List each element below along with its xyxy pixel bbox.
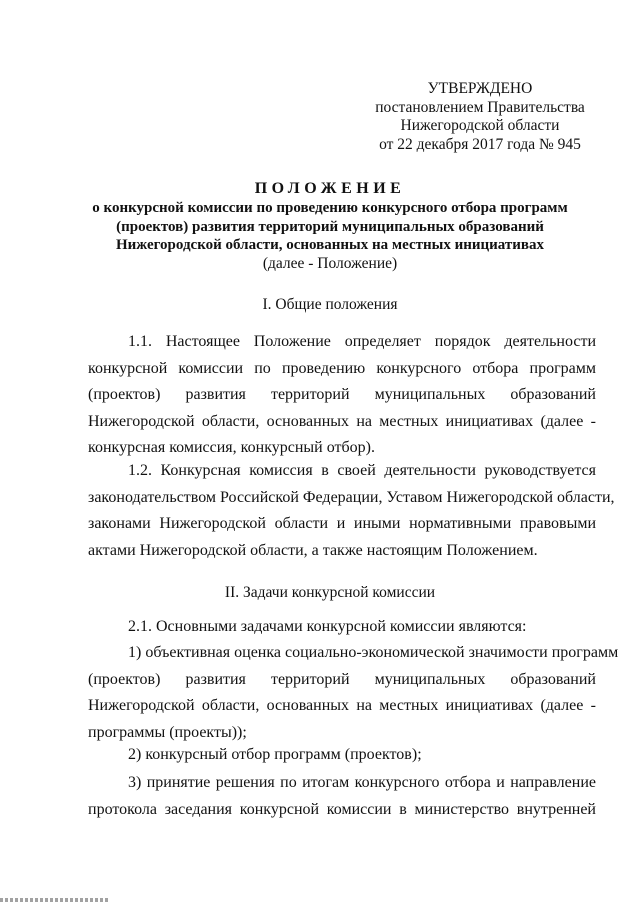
paragraph-line: 2.1. Основными задачами конкурсной комиссии являются: xyxy=(128,618,527,635)
document-title: ПОЛОЖЕНИЕ xyxy=(254,180,406,197)
paragraph-line: Нижегородской области, основанных на местных инициативах (далее - xyxy=(88,697,596,714)
paragraph-1-1 xyxy=(88,329,596,462)
section-2-heading: II. Задачи конкурсной комиссии xyxy=(224,584,436,601)
subtitle-line: Нижегородской области, основанных на местных инициативах xyxy=(115,237,545,253)
paragraph-line: (проектов) развития территорий муниципальных образований xyxy=(88,670,596,688)
paragraph-line: программы (проекты)); xyxy=(88,723,247,741)
paragraph-2-1-item-2 xyxy=(88,742,596,769)
document-subtitle xyxy=(60,199,600,255)
paragraph-line: 1) объективная оценка социально-экономической значимости программ xyxy=(128,644,619,661)
paragraph-line: 1.1. Настоящее Положение определяет порядок деятельности xyxy=(128,333,596,350)
paragraph-line: 2) конкурсный отбор программ (проектов); xyxy=(128,746,422,763)
scan-edge-mark xyxy=(0,898,110,902)
paragraph-2-1-item-1 xyxy=(88,640,619,746)
paragraph-line: (проектов) развития территорий муниципальных образований xyxy=(88,386,596,403)
paragraph-line: Нижегородской области, основанных на местных инициативах (далее - xyxy=(88,412,596,430)
paragraph-2-1 xyxy=(88,614,596,641)
document-abbreviation-note: (далее - Положение) xyxy=(262,255,398,272)
section-1-heading: I. Общие положения xyxy=(262,296,398,313)
paragraph-1-2 xyxy=(88,458,615,564)
approval-act: постановлением Правительства xyxy=(375,98,585,116)
paragraph-line: 1.2. Конкурсная комиссия в своей деятельности руководствуется xyxy=(128,462,596,479)
paragraph-line: конкурсной комиссии по проведению конкурсного отбора программ xyxy=(88,359,596,377)
paragraph-line: актами Нижегородской области, а также настоящим Положением. xyxy=(88,541,538,559)
approval-stamp xyxy=(355,80,605,154)
approval-region: Нижегородской области xyxy=(400,117,560,134)
paragraph-line: конкурсная комиссия, конкурсный отбор). xyxy=(88,439,375,456)
approval-date: от 22 декабря 2017 года № 945 xyxy=(379,135,581,153)
paragraph-line: 3) принятие решения по итогам конкурсного отбора и направление xyxy=(128,774,596,791)
paragraph-line: законодательством Российской Федерации, Уставом Нижегородской области, xyxy=(88,488,615,506)
paragraph-2-1-item-3 xyxy=(88,770,596,823)
paragraph-line: законами Нижегородской области и иными нормативными правовыми xyxy=(88,515,596,532)
subtitle-line: о конкурсной комиссии по проведению конкурсного отбора программ xyxy=(92,200,568,216)
paragraph-line: протокола заседания конкурсной комиссии в министерство внутренней xyxy=(88,800,596,818)
approval-word: УТВЕРЖДЕНО xyxy=(427,80,533,97)
subtitle-line: (проектов) развития территорий муниципальных образований xyxy=(116,218,544,235)
